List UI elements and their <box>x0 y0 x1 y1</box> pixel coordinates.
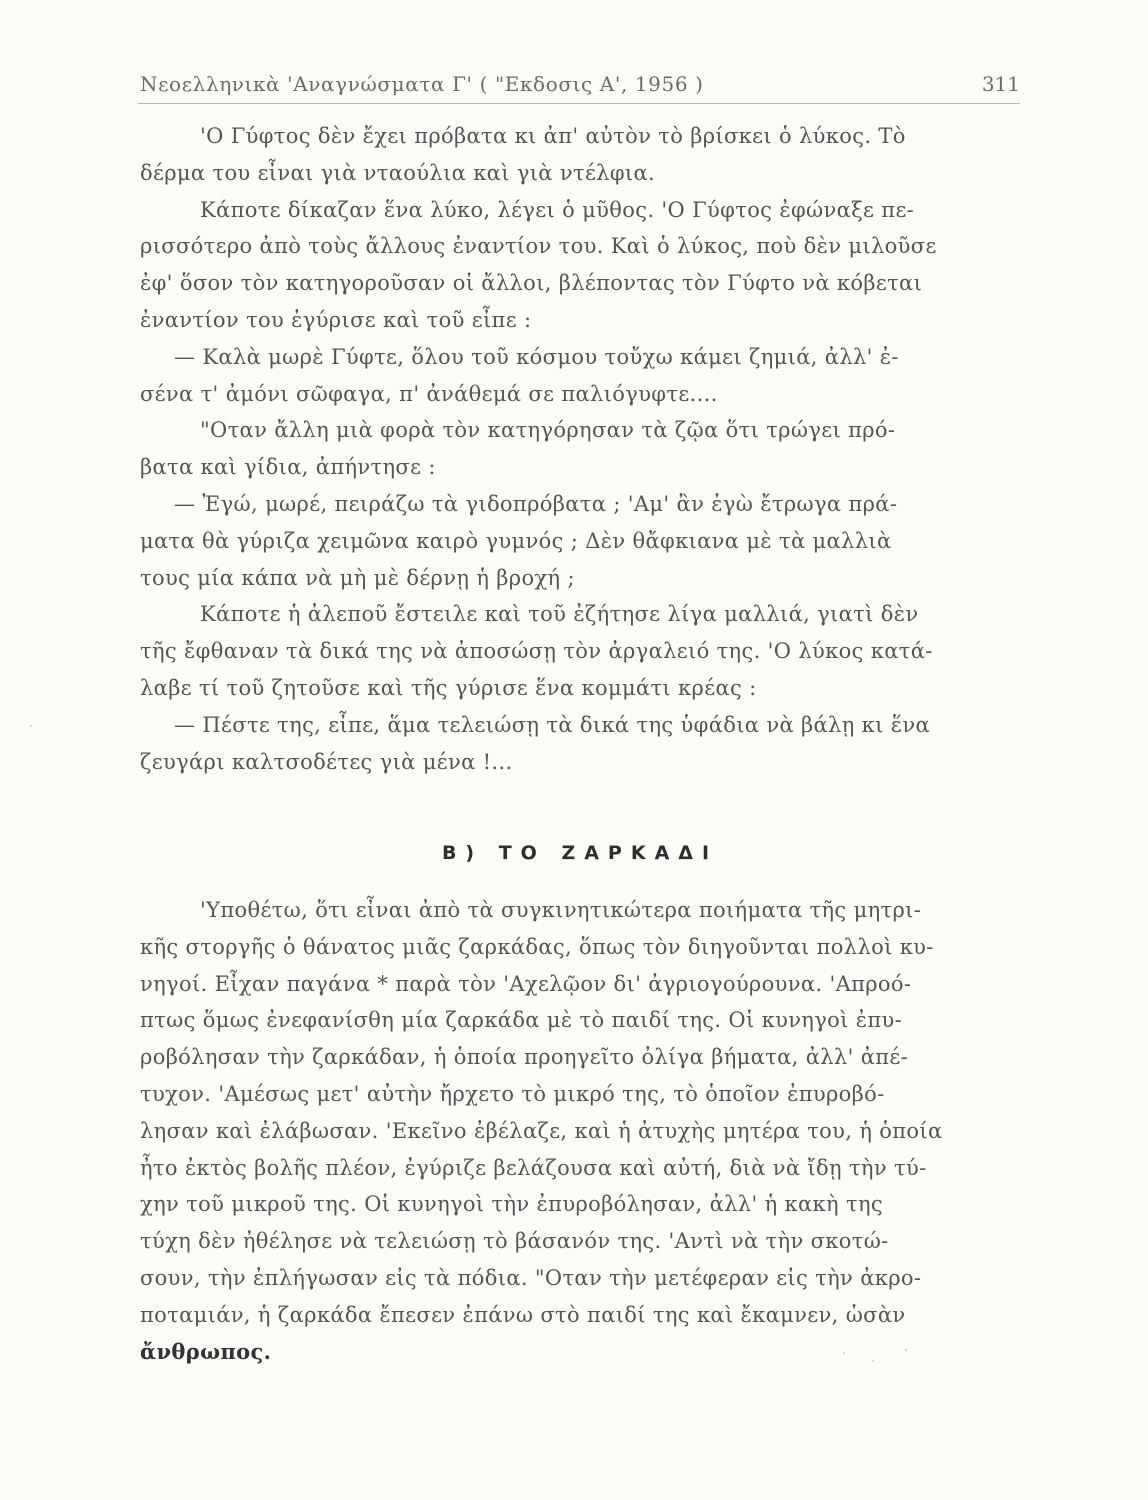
text-line: τους μία κάπα νὰ μὴ μὲ δέρνῃ ἡ βροχή ; <box>140 565 575 590</box>
text-line: "Οταν ἄλλη μιὰ φορὰ τὸν κατηγόρησαν τὰ ζῷα ὅτι τρώγει πρό- <box>200 418 896 443</box>
text-line: νηγοί. Εἶχαν παγάνα * παρὰ τὸν 'Αχελῷον δι' ἀγριογούρουνα. 'Απροό- <box>140 971 912 996</box>
text-line: ἐναντίον του ἐγύρισε καὶ τοῦ εἶπε : <box>140 307 532 332</box>
text-line: τυχον. 'Αμέσως μετ' αὐτὴν ἤρχετο τὸ μικρό της, τὸ ὁποῖον ἐπυροβό- <box>140 1081 885 1106</box>
text-line: σουν, τὴν ἐπλήγωσαν εἰς τὰ πόδια. "Οταν τὴν μετέφεραν εἰς τὴν ἀκρο- <box>140 1265 922 1290</box>
text-line: ροβόλησαν τὴν ζαρκάδαν, ἡ ὁποία προηγεῖτο ὀλίγα βήματα, ἀλλ' ἀπέ- <box>140 1045 909 1070</box>
text-line: χην τοῦ μικροῦ της. Οἱ κυνηγοὶ τὴν ἐπυροβόλησαν, ἀλλ' ἡ κακὴ της <box>140 1192 883 1217</box>
text-line: τῆς ἔφθαναν τὰ δικά της νὰ ἀποσώσῃ τὸν ἀργαλειό της. 'Ο λύκος κατά- <box>140 639 933 664</box>
text-line: Κάποτε δίκαζαν ἕνα λύκο, λέγει ὁ μῦθος. 'Ο Γύφτος ἐφώναξε πε- <box>200 197 915 222</box>
dialogue-line: — Ἐγώ, μωρέ, πειράζω τὰ γιδοπρόβατα ; 'Αμ' ἂν ἐγὼ ἔτρωγα πρά- <box>174 491 898 516</box>
scan-speck <box>30 725 32 727</box>
text-line: κῆς στοργῆς ὁ θάνατος μιᾶς ζαρκάδας, ὅπως τὸν διηγοῦνται πολλοὶ κυ- <box>140 934 934 959</box>
text-line: ρισσότερο ἀπὸ τοὺς ἄλλους ἐναντίον του. Καὶ ὁ λύκος, ποὺ δὲν μιλοῦσε <box>140 234 937 259</box>
header-rule <box>138 103 1020 104</box>
text-line: ματα θὰ γύριζα χειμῶνα καιρὸ γυμνός ; Δὲν θἄφκιανα μὲ τὰ μαλλιὰ <box>140 528 892 553</box>
text-line: ἄνθρωπος. <box>140 1338 272 1364</box>
text-line: ἐφ' ὅσον τὸν κατηγοροῦσαν οἱ ἄλλοι, βλέποντας τὸν Γύφτο νὰ κόβεται <box>140 271 923 296</box>
text-line: σένα τ' ἀμόνι σῶφαγα, π' ἀνάθεμά σε παλιόγυφτε.... <box>140 381 718 406</box>
text-line: λαβε τί τοῦ ζητοῦσε καὶ τῆς γύρισε ἕνα κομμάτι κρέας : <box>140 675 757 700</box>
text-line: ποταμιάν, ἡ ζαρκάδα ἔπεσεν ἐπάνω στὸ παιδί της καὶ ἔκαμνεν, ὡσὰν <box>140 1302 906 1327</box>
page-number: 311 <box>981 72 1020 96</box>
text-line: πτως ὅμως ἐνεφανίσθη μία ζαρκάδα μὲ τὸ παιδί της. Οἱ κυνηγοὶ ἐπυ- <box>140 1008 903 1033</box>
section-b-text <box>140 892 1020 1370</box>
section-heading: Β) ΤΟ ΖΑΡΚΑΔΙ <box>441 842 719 864</box>
text-line: 'Υποθέτω, ὅτι εἶναι ἀπὸ τὰ συγκινητικώτερα ποιήματα τῆς μητρι- <box>200 898 922 922</box>
text-line: ἦτο ἐκτὸς βολῆς πλέον, ἐγύριζε βελάζουσα καὶ αὐτή, διὰ νὰ ἴδῃ τὴν τύ- <box>140 1155 927 1180</box>
text-line: ζευγάρι καλτσοδέτες γιὰ μένα !... <box>140 749 513 774</box>
scan-speck <box>872 1360 874 1362</box>
scan-speck <box>905 1349 907 1351</box>
running-title: Νεοελληνικὰ 'Αναγνώσματα Γ' ( "Εκδοσις Α', 1956 ) <box>140 72 704 96</box>
text-line: βατα καὶ γίδια, ἀπήντησε : <box>140 455 436 480</box>
text-line: δέρμα του εἶναι γιὰ νταούλια καὶ γιὰ ντέλφια. <box>140 160 656 185</box>
text-line: λησαν καὶ ἐλάβωσαν. 'Εκεῖνο ἐβέλαζε, καὶ ἡ ἀτυχὴς μητέρα του, ἡ ὁποία <box>140 1118 943 1143</box>
dialogue-line: — Καλὰ μωρὲ Γύφτε, ὅλου τοῦ κόσμου τοὔχω κάμει ζημιά, ἀλλ' ἐ- <box>174 344 899 369</box>
text-line: τύχη δὲν ἠθέλησε νὰ τελειώσῃ τὸ βάσανόν της. 'Αντὶ νὰ τὴν σκοτώ- <box>140 1229 889 1254</box>
text-line: Κάποτε ἡ ἀλεποῦ ἔστειλε καὶ τοῦ ἐζήτησε λίγα μαλλιά, γιατὶ δὲν <box>200 602 919 627</box>
scan-speck <box>843 1352 845 1354</box>
text-line: 'Ο Γύφτος δὲν ἔχει πρόβατα κι ἀπ' αὐτὸν τὸ βρίσκει ὁ λύκος. Τὸ <box>200 124 906 148</box>
running-header <box>140 72 1020 102</box>
section-a-text <box>140 118 1020 780</box>
dialogue-line: — Πέστε της, εἶπε, ἅμα τελειώσῃ τὰ δικά της ὑφάδια νὰ βάλῃ κι ἕνα <box>174 712 931 737</box>
